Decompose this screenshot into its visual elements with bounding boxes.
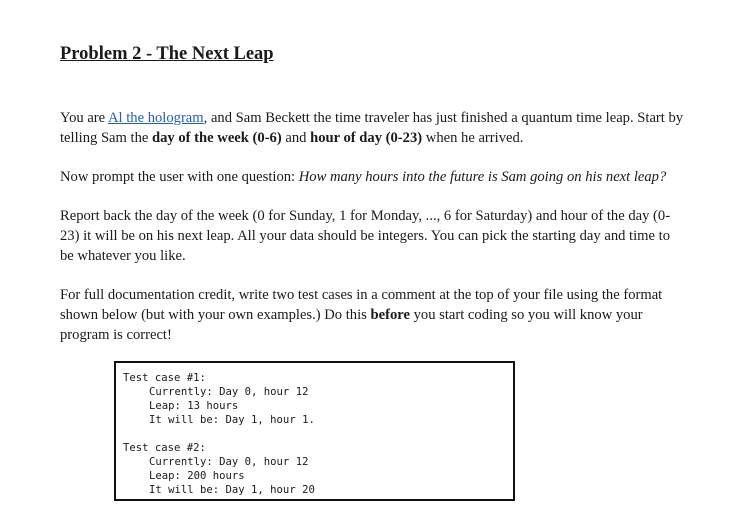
prompt-paragraph	[60, 167, 685, 187]
test-case-2-currently: Currently: Day 0, hour 12	[149, 456, 309, 468]
hour-of-day-bold: hour of day (0-23)	[310, 130, 423, 146]
documentation-text-2: you start coding so you will know your program is correct!	[60, 307, 643, 343]
report-paragraph	[60, 206, 685, 266]
before-bold: before	[370, 307, 410, 323]
test-case-1-header: Test case #1:	[123, 372, 206, 384]
test-case-2-header: Test case #2:	[123, 442, 206, 454]
intro-text-4: when he arrived.	[422, 130, 524, 146]
intro-text-1: You are	[60, 110, 108, 126]
documentation-text-1: For full documentation credit, write two test cases in a comment at the top of your file using the format shown below (but with your own examples.) Do this	[60, 287, 663, 323]
prompt-question: How many hours into the future is Sam going on his next leap?	[298, 169, 667, 185]
test-case-2-leap: Leap: 200 hours	[149, 470, 245, 482]
intro-paragraph	[60, 108, 685, 148]
test-case-1-currently: Currently: Day 0, hour 12	[149, 386, 309, 398]
page-title: Problem 2 - The Next Leap	[60, 44, 274, 64]
prompt-text: Now prompt the user with one question:	[60, 169, 299, 185]
documentation-paragraph	[60, 285, 685, 345]
test-case-1-leap: Leap: 13 hours	[149, 400, 239, 412]
test-case-1-result: It will be: Day 1, hour 1.	[149, 414, 315, 426]
test-case-2-result: It will be: Day 1, hour 20	[149, 484, 315, 496]
day-of-week-bold: day of the week (0-6)	[152, 130, 282, 146]
intro-text-2: , and Sam Beckett the time traveler has just finished a quantum time leap. Start by telling Sam the	[60, 110, 684, 146]
test-cases-code-box	[114, 361, 515, 501]
intro-text-3: and	[281, 130, 311, 146]
al-hologram-link[interactable]: Al the hologram	[107, 110, 204, 126]
report-text: Report back the day of the week (0 for Sunday, 1 for Monday, ..., 6 for Saturday) and hour of the day (0-23) it will be on his next leap. All your data should be integers. You can pick the starting day and time to be whatever you like.	[60, 208, 671, 264]
